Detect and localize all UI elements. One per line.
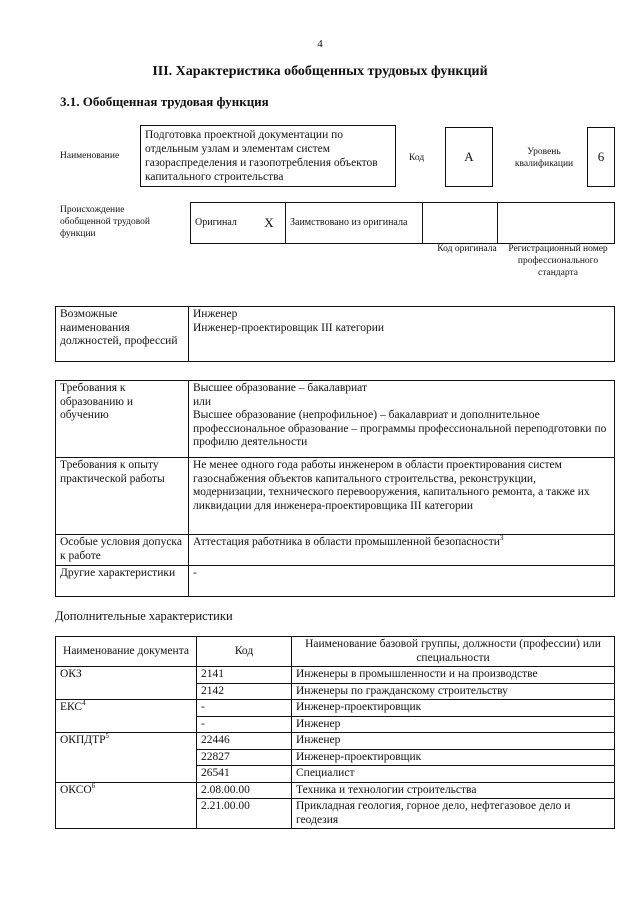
col-name-header: Наименование базовой группы, должности (профессии) или специальности (292, 637, 615, 667)
origin-table (190, 202, 615, 244)
code-cell: 2.08.00.00 (197, 782, 292, 799)
special-value-cell (189, 535, 615, 566)
level-label: Уровень квалификации (514, 147, 574, 169)
doc-name: ЕКС (60, 701, 83, 713)
education-value (189, 381, 615, 458)
positions-table (55, 306, 615, 362)
doc-footnote: 4 (82, 699, 86, 708)
name-cell: Инженеры в промышленности и на производстве (292, 667, 615, 684)
experience-value: Не менее одного года работы инженером в области проектирования систем газоснабжения объектов капитального строительства, реконструкции, модернизации, технического перевооружения, капитального ремонта, а также их ликвидации для инженера-проектировщика III категории (189, 458, 615, 535)
code-cell: 2142 (197, 683, 292, 700)
table-row (56, 700, 615, 717)
special-footnote: 3 (499, 534, 504, 543)
table-row (56, 733, 615, 750)
name-cell: Инженер-проектировщик (292, 700, 615, 717)
positions-value (189, 307, 615, 362)
doc-cell (56, 733, 197, 783)
positions-label: Возможные наименования должностей, профессий (56, 307, 189, 362)
doc-name: ОКЗ (60, 668, 82, 680)
table-row (56, 782, 615, 799)
original-label: Оригинал (191, 203, 254, 244)
name-value: Подготовка проектной документации по отдельным узлам и элементам систем газораспределения и газопотребления объектов капитального строительства (140, 125, 396, 187)
origin-reg-caption: Регистрационный номер профессионального стандарта (508, 244, 608, 278)
level-value: 6 (587, 127, 615, 187)
code-label: Код (409, 153, 425, 163)
col-doc-header: Наименование документа (56, 637, 197, 667)
col-code-header: Код (197, 637, 292, 667)
name-label: Наименование (60, 151, 120, 161)
name-cell: Инженер-проектировщик (292, 749, 615, 766)
doc-footnote: 6 (91, 781, 96, 790)
borrowed-label: Заимствовано из оригинала (286, 203, 423, 244)
position-item: Инженер (193, 308, 238, 320)
doc-cell (56, 700, 197, 733)
experience-label: Требования к опыту практической работы (56, 458, 189, 535)
doc-name: ОКПДТР (60, 734, 106, 746)
other-value: - (189, 566, 615, 597)
special-label: Особые условия допуска к работе (56, 535, 189, 566)
education-line: Высшее образование – бакалавриат (193, 382, 367, 394)
original-mark: X (253, 203, 286, 244)
origin-code-caption: Код оригинала (437, 244, 497, 254)
name-cell: Инженер (292, 716, 615, 733)
code-cell: 2.21.00.00 (197, 799, 292, 829)
name-cell: Инженеры по гражданскому строительству (292, 683, 615, 700)
doc-cell (56, 667, 197, 700)
education-line: или (193, 395, 212, 408)
code-cell: - (197, 716, 292, 733)
other-label: Другие характеристики (56, 566, 189, 597)
code-value: A (445, 127, 493, 187)
doc-name: ОКСО (60, 783, 92, 796)
education-line: Высшее образование (непрофильное) – бакалавриат и дополнительное профессиональное образование – программы профессиональной переподготовки по профилю деятельности (193, 409, 607, 448)
doc-footnote: 5 (105, 732, 110, 741)
subsection-title: 3.1. Обобщенная трудовая функция (60, 94, 269, 109)
name-cell: Инженер (292, 733, 615, 750)
position-item: Инженер-проектировщик III категории (193, 321, 385, 334)
name-cell: Специалист (292, 766, 615, 783)
extra-table (55, 636, 615, 829)
name-cell: Техника и технологии строительства (292, 782, 615, 799)
doc-cell (56, 782, 197, 829)
page-number: 4 (317, 38, 323, 50)
special-value: Аттестация работника в области промышленной безопасности (193, 536, 500, 548)
requirements-table (55, 380, 615, 597)
code-cell: 22446 (197, 733, 292, 750)
code-cell: 26541 (197, 766, 292, 783)
extra-title: Дополнительные характеристики (55, 609, 233, 623)
table-row (56, 667, 615, 684)
section-title: III. Характеристика обобщенных трудовых функций (152, 64, 488, 79)
code-cell: 2141 (197, 667, 292, 684)
name-cell: Прикладная геология, горное дело, нефтегазовое дело и геодезия (292, 799, 615, 829)
origin-label: Происхождение обобщенной трудовой функции (60, 205, 150, 239)
code-cell: - (197, 700, 292, 717)
code-cell: 22827 (197, 749, 292, 766)
origin-code-cell (423, 203, 498, 244)
education-label: Требования к образованию и обучению (56, 381, 189, 458)
origin-reg-cell (498, 203, 615, 244)
